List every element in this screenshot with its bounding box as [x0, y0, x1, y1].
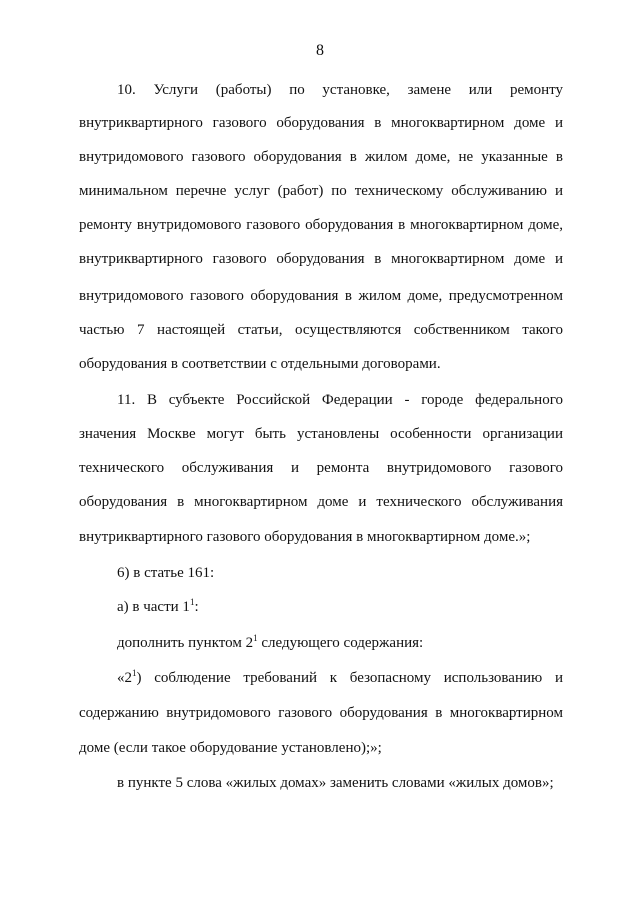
- item-5-amendment-line: в пункте 5 слова «жилых домах» заменить словами «жилых домов»;: [117, 775, 554, 791]
- paragraph-10-line-4: минимальном перечне услуг (работ) по техническому обслуживанию и: [79, 183, 563, 199]
- paragraph-11-line-3: технического обслуживания и ремонта внутридомового газового: [79, 460, 563, 476]
- paragraph-10-line-3: внутридомового газового оборудования в жилом доме, не указанные в: [79, 149, 563, 165]
- add-item-line: дополнить пунктом $2^1$ следующего содержания:: [117, 633, 424, 651]
- page-number: 8: [316, 42, 324, 59]
- paragraph-10-line-5: ремонту внутридомового газового оборудования в многоквартирном доме,: [79, 217, 563, 233]
- paragraph-10-line-8: частью 7 настоящей статьи, осуществляются собственником такого: [79, 322, 563, 338]
- paragraph-10-line-9: оборудования в соответствии с отдельными договорами.: [79, 356, 441, 372]
- article-161-heading: 6) в статье 161:: [117, 565, 215, 581]
- paragraph-11-line-5: внутриквартирного газового оборудования в многоквартирном доме.»;: [79, 529, 531, 545]
- paragraph-10-line-7: внутридомового газового оборудования в жилом доме, предусмотренном: [79, 288, 563, 304]
- quoted-item-line-1: «$2^1$) соблюдение требований к безопасному использованию и: [117, 668, 563, 686]
- paragraph-11-line-4: оборудования в многоквартирном доме и технического обслуживания: [79, 494, 563, 510]
- quoted-item-line-3: доме (если такое оборудование установлено);»;: [79, 740, 382, 756]
- paragraph-10-line-2: внутриквартирного газового оборудования в многоквартирном доме и: [79, 115, 563, 131]
- paragraph-11-line-2: значения Москве могут быть установлены особенности организации: [79, 426, 563, 442]
- paragraph-10-line-1: 10. Услуги (работы) по установке, замене или ремонту: [117, 82, 563, 98]
- paragraph-10-line-6: внутриквартирного газового оборудования в многоквартирном доме и: [79, 251, 563, 267]
- part-1-1-line: а) в части $1^1$:: [117, 597, 199, 615]
- paragraph-11-line-1: 11. В субъекте Российской Федерации - городе федерального: [117, 392, 563, 408]
- quoted-item-line-2: содержанию внутридомового газового оборудования в многоквартирном: [79, 705, 563, 721]
